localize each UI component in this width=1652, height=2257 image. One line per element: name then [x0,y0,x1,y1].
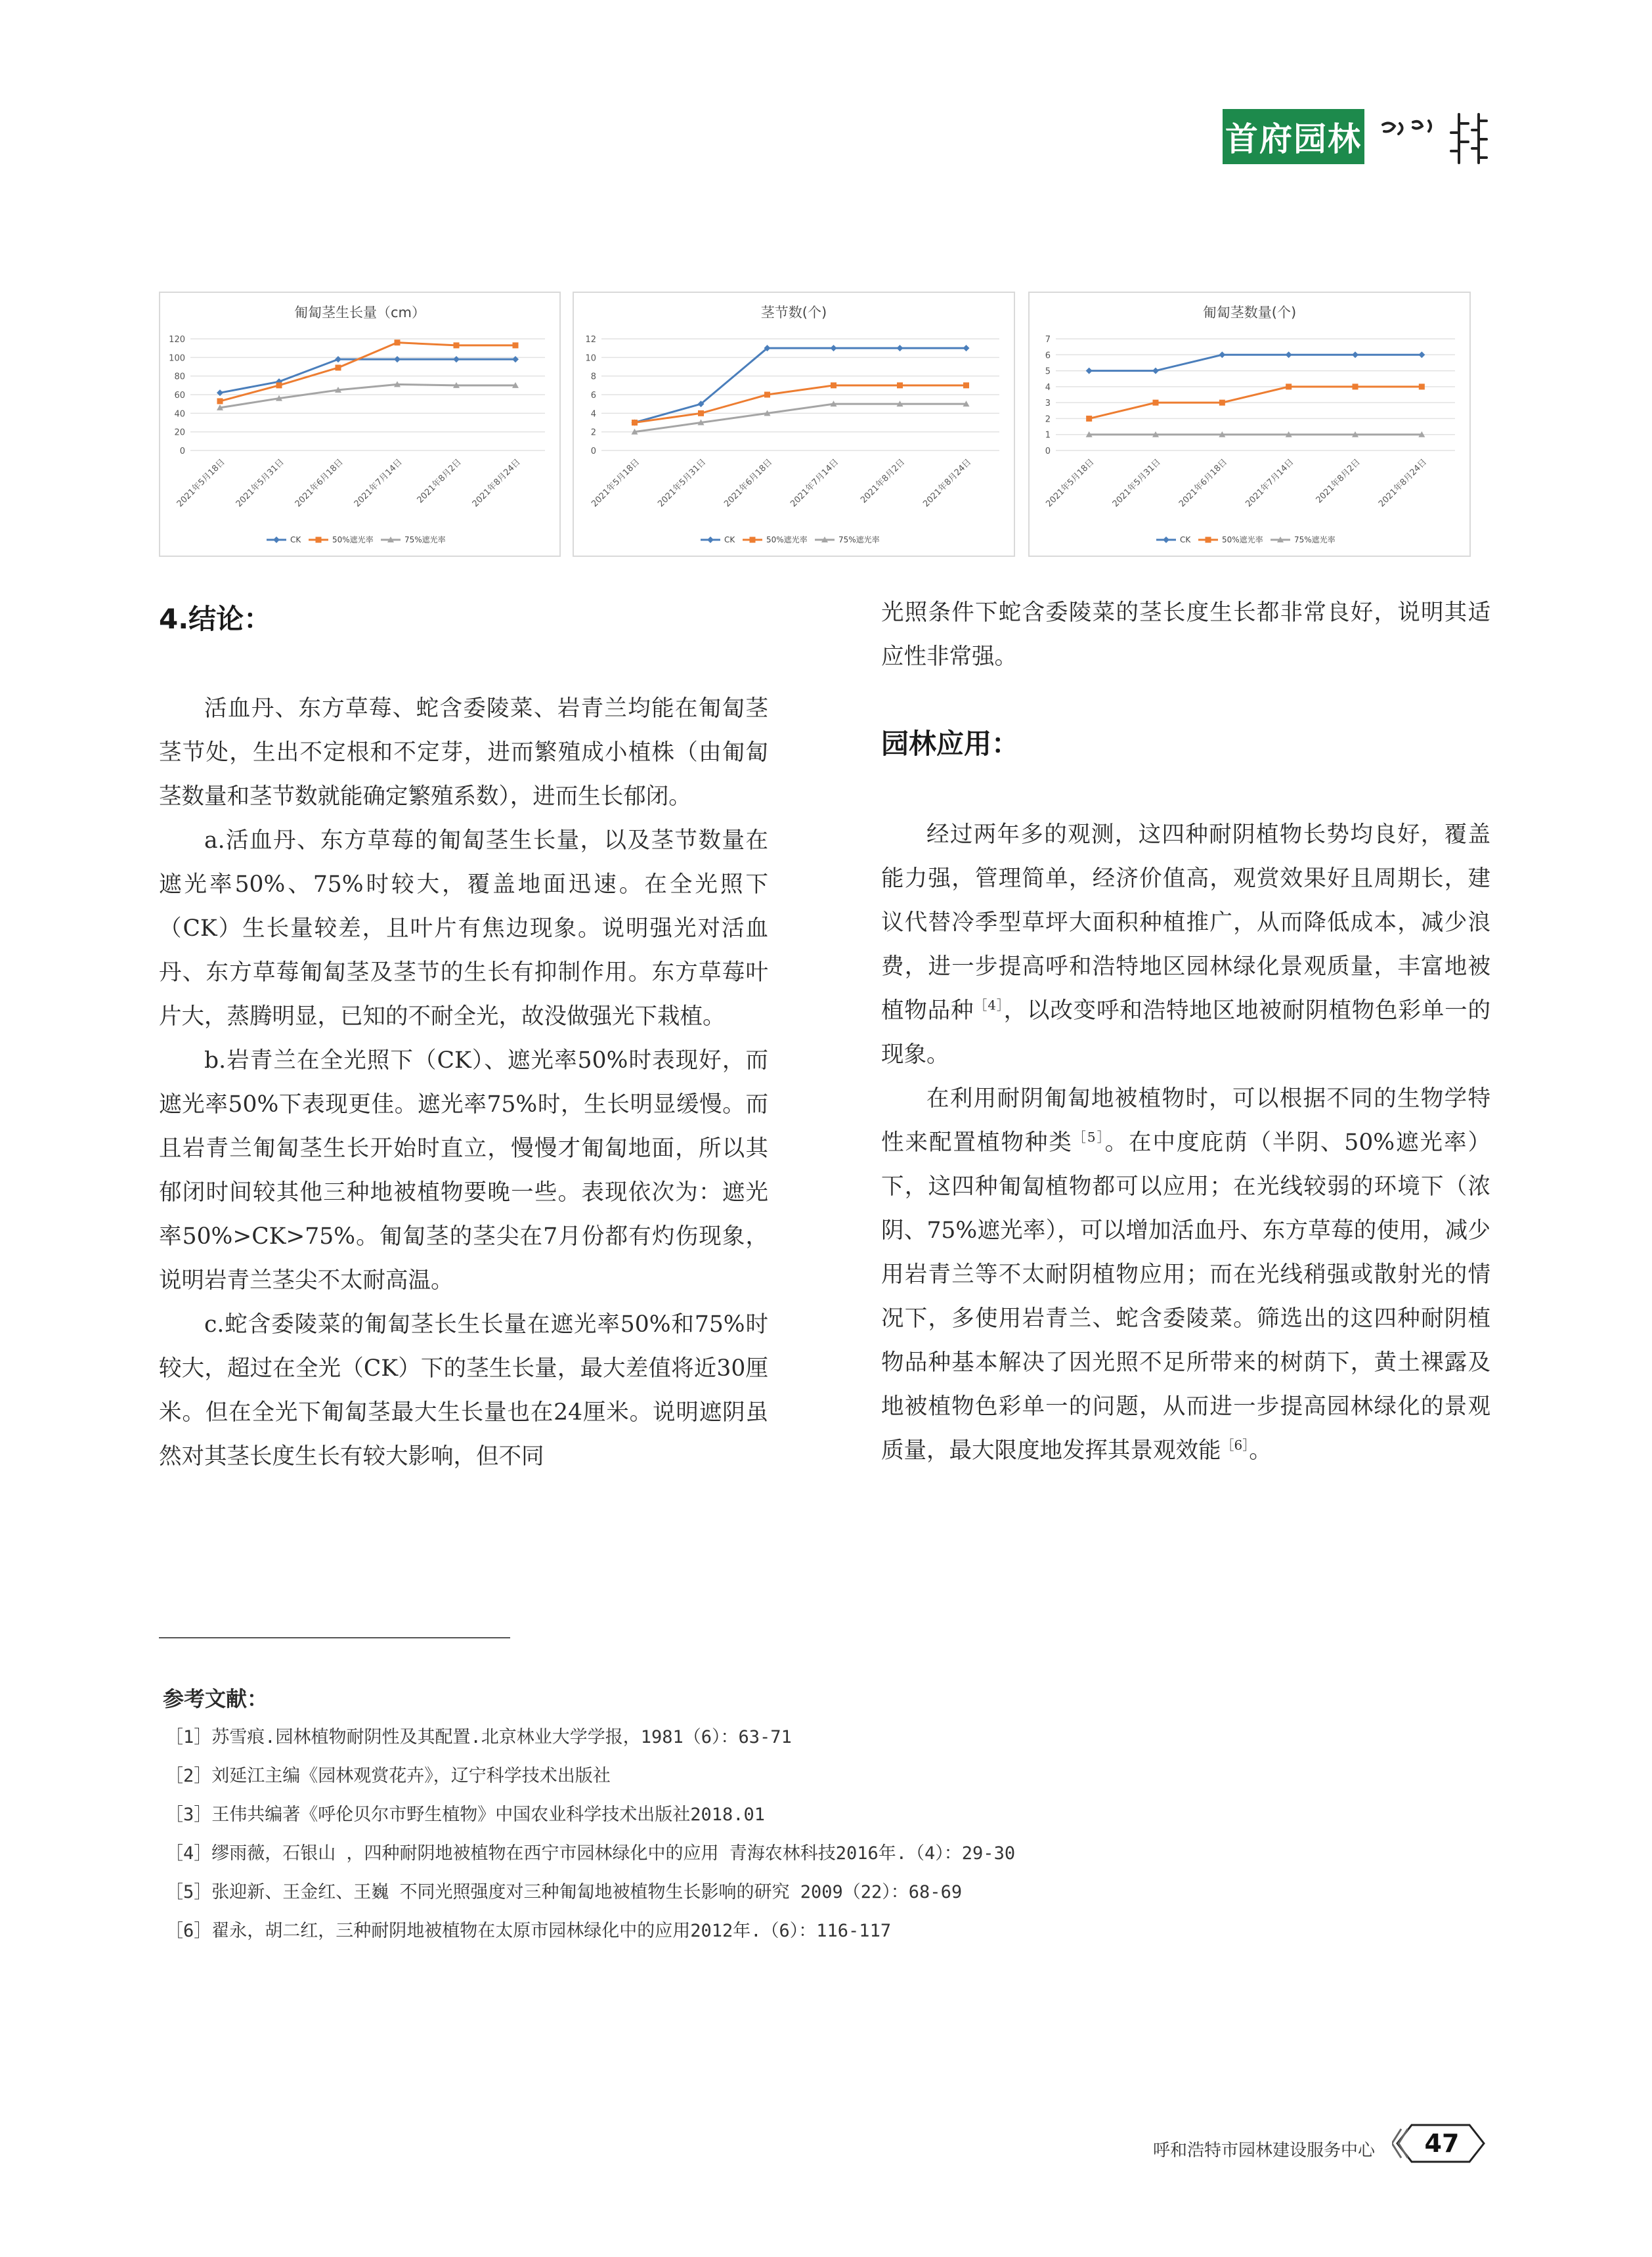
journal-logo [1223,109,1364,164]
data-point [1419,383,1425,389]
y-tick-label: 0 [1045,447,1051,456]
y-tick-label: 10 [585,353,596,364]
legend-label: 50%遮光率 [766,535,808,544]
chart-title: 匍匐茎生长量（cm） [293,305,425,320]
x-tick-label: 2021年8月2日 [1314,457,1362,506]
data-point [336,364,341,370]
reference-item: ［2］刘延江主编《园林观赏花卉》，辽宁科学技术出版社 [165,1766,611,1786]
references-title: 参考文献： [163,1686,269,1711]
data-point [276,382,282,388]
citation: ［4］ [974,997,1004,1013]
application-heading: 园林应用： [881,728,1020,760]
y-tick-label: 3 [1045,399,1051,409]
text: 在利用耐阴匍匐地被植物时，可以根据不同的生物学特性来配置植物种类 [881,1085,1490,1156]
y-tick-label: 0 [590,447,596,456]
paragraph [881,813,1490,1077]
x-tick-label: 2021年8月24日 [1377,457,1429,510]
data-point [1152,368,1159,374]
y-tick-label: 100 [169,353,185,364]
x-tick-label: 2021年5月18日 [175,457,227,510]
data-point [1286,383,1292,389]
chart-svg [160,293,559,556]
chart-title: 茎节数(个) [760,305,827,320]
legend-label: 50%遮光率 [1222,535,1263,544]
paragraph [881,1077,1490,1473]
data-point [698,410,704,416]
conclusion-heading: 4.结论： [159,603,272,635]
series-line [1089,355,1422,370]
reference-item: ［1］苏雪痕.园林植物耐阴性及其配置.北京林业大学学报，1981（6）：63-71 [165,1727,792,1747]
data-point [1219,400,1225,406]
legend-marker [273,537,280,543]
x-tick-label: 2021年7月14日 [789,457,841,510]
data-point [831,382,837,388]
y-tick-label: 2 [590,427,596,438]
data-point [1219,351,1225,358]
divider [159,1637,510,1638]
series-line [220,384,515,407]
text: 经过两年多的观测，这四种耐阴植物长势均良好，覆盖能力强，管理简单，经济价值高，观赏效果好且周期长，建议代替冷季型草坪大面积种植推广，从而降低成本，减少浪费，进一步提高呼和浩特地区园林绿化景观质量，丰富地被植物品种 [881,822,1490,1024]
x-tick-label: 2021年5月31日 [234,457,286,510]
y-tick-label: 7 [1045,335,1051,345]
x-tick-label: 2021年7月14日 [1244,457,1296,510]
y-tick-label: 0 [179,447,185,456]
y-tick-label: 5 [1045,366,1051,377]
x-tick-label: 2021年8月24日 [921,457,974,510]
legend-label: CK [1180,535,1191,544]
y-tick-label: 2 [1045,414,1051,425]
y-tick-label: 6 [1045,351,1051,361]
series-line [220,343,515,401]
chart-stolon-growth [159,292,561,557]
mongolian-script-logo [1374,110,1492,165]
y-tick-label: 80 [174,372,185,382]
right-column-continued [881,591,1490,679]
data-point [454,342,460,348]
paragraph: c.蛇含委陵菜的匍匐茎长生长量在遮光率50%和75%时较大，超过在全光（CK）下的茎生长量，最大差值将近30厘米。但在全光下匍匐茎最大生长量也在24厘米。说明遮阴虽然对其茎长度生长有较大影响，但不同 [159,1311,768,1470]
reference-item: ［6］翟永，胡二红，三种耐阴地被植物在太原市园林绿化中的应用2012年.（6）：116-117 [165,1921,892,1941]
y-tick-label: 12 [585,335,596,345]
chart-stolon-count [1028,292,1471,557]
x-tick-label: 2021年6月18日 [293,457,345,510]
paragraph: 活血丹、东方草莓、蛇含委陵菜、岩青兰均能在匍匐茎茎节处，生出不定根和不定芽，进而繁殖成小植株（由匍匐茎数量和茎节数就能确定繁殖系数），进而生长郁闭。 [159,695,768,810]
reference-item: ［4］缪雨薇，石银山 ，四种耐阴地被植物在西宁市园林绿化中的应用 青海农林科技2016年.（4）：29-30 [165,1843,1016,1864]
reference-item: ［5］张迎新、王金红、王巍 不同光照强度对三种匍匐地被植物生长影响的研究 2009（22）：68-69 [165,1882,963,1902]
legend-label: 75%遮光率 [1294,535,1336,544]
data-point [1286,351,1292,358]
data-point [513,342,519,348]
x-tick-label: 2021年5月18日 [1044,457,1097,510]
right-column [881,813,1490,1473]
x-tick-label: 2021年6月18日 [722,457,775,510]
legend-marker [1163,537,1169,543]
reference-item: ［3］王伟共编著《呼伦贝尔市野生植物》中国农业科学技术出版社2018.01 [165,1805,766,1825]
data-point [1086,368,1093,374]
x-tick-label: 2021年6月18日 [1177,457,1230,510]
paragraph: a.活血丹、东方草莓的匍匐茎生长量，以及茎节数量在遮光率50%、75%时较大，覆盖地面迅速。在全光照下（CK）生长量较差，且叶片有焦边现象。说明强光对活血丹、东方草莓匍匐茎及茎节的生长有抑制作用。东方草莓叶片大，蒸腾明显，已知的不耐全光，故没做强光下栽植。 [159,827,768,1030]
paragraph: b.岩青兰在全光照下（CK）、遮光率50%时表现好，而遮光率50%下表现更佳。遮光率75%时，生长明显缓慢。而且岩青兰匍匐茎生长开始时直立，慢慢才匍匐地面，所以其郁闭时间较其他三种地被植物要晚一些。表现依次为：遮光率50%>CK>75%。匍匐茎的茎尖在7月份都有灼伤现象，说明岩青兰茎尖不太耐高温。 [159,1047,768,1294]
text: 。 [1249,1437,1272,1464]
y-tick-label: 6 [590,391,596,401]
data-point [1353,383,1359,389]
data-point [963,382,969,388]
data-point [963,345,970,351]
legend-label: CK [724,535,735,544]
legend-label: 75%遮光率 [838,535,880,544]
data-point [897,345,903,351]
y-tick-label: 120 [169,335,185,345]
page-number: 47 [1424,2129,1460,2158]
legend-marker [750,537,756,543]
legend-marker [1206,537,1211,543]
data-point [632,420,638,426]
legend-marker [316,537,322,543]
x-tick-label: 2021年8月2日 [859,457,907,506]
legend-label: 75%遮光率 [404,535,446,544]
references-list [165,1718,1015,1950]
x-tick-label: 2021年7月14日 [352,457,404,510]
citation: ［5］ [1072,1129,1105,1145]
chart-title: 匍匐茎数量(个) [1202,305,1297,320]
y-tick-label: 4 [1045,382,1051,393]
data-point [1352,351,1359,358]
data-point [831,345,837,351]
y-tick-label: 60 [174,391,185,401]
x-tick-label: 2021年8月24日 [470,457,523,510]
x-tick-label: 2021年5月18日 [590,457,642,510]
x-tick-label: 2021年5月31日 [656,457,708,510]
data-point [1153,400,1159,406]
y-tick-label: 1 [1045,430,1051,441]
y-tick-label: 8 [590,372,596,382]
legend-label: 50%遮光率 [332,535,374,544]
chart-svg [574,293,1014,556]
paragraph: 光照条件下蛇含委陵菜的茎长度生长都非常良好，说明其适应性非常强。 [881,600,1490,670]
journal-logo-text: 首府园林 [1225,120,1362,158]
y-tick-label: 40 [174,409,185,420]
data-point [217,398,223,404]
x-tick-label: 2021年5月31日 [1110,457,1163,510]
x-tick-label: 2021年8月2日 [415,457,464,506]
text: 。在中度庇荫（半阴、50%遮光率）下，这四种匍匐植物都可以应用；在光线较弱的环境下（浓阴、75%遮光率），可以增加活血丹、东方草莓的使用，减少用岩青兰等不太耐阴植物应用；而在光线稍强或散射光的情况下，多使用岩青兰、蛇含委陵菜。筛选出的这四种耐阴植物品种基本解决了因光照不足所带来的树荫下，黄土裸露及地被植物色彩单一的问题，从而进一步提高园林绿化的景观质量，最大限度地发挥其景观效能 [881,1129,1491,1464]
citation: ［6］ [1221,1437,1250,1453]
data-point [764,392,770,398]
footer-org: 呼和浩特市园林建设服务中心 [1153,2141,1376,2160]
text: ，以改变呼和浩特地区地被耐阴植物色彩单一的现象。 [881,997,1491,1068]
y-tick-label: 20 [174,427,185,438]
y-tick-label: 4 [590,409,596,420]
chart-node-count [573,292,1015,557]
data-point [1086,416,1092,422]
legend-marker [707,537,714,543]
data-point [1418,351,1425,358]
legend-label: CK [290,535,301,544]
left-column [159,687,768,1479]
chart-svg [1030,293,1469,556]
data-point [897,382,903,388]
data-point [395,340,401,345]
